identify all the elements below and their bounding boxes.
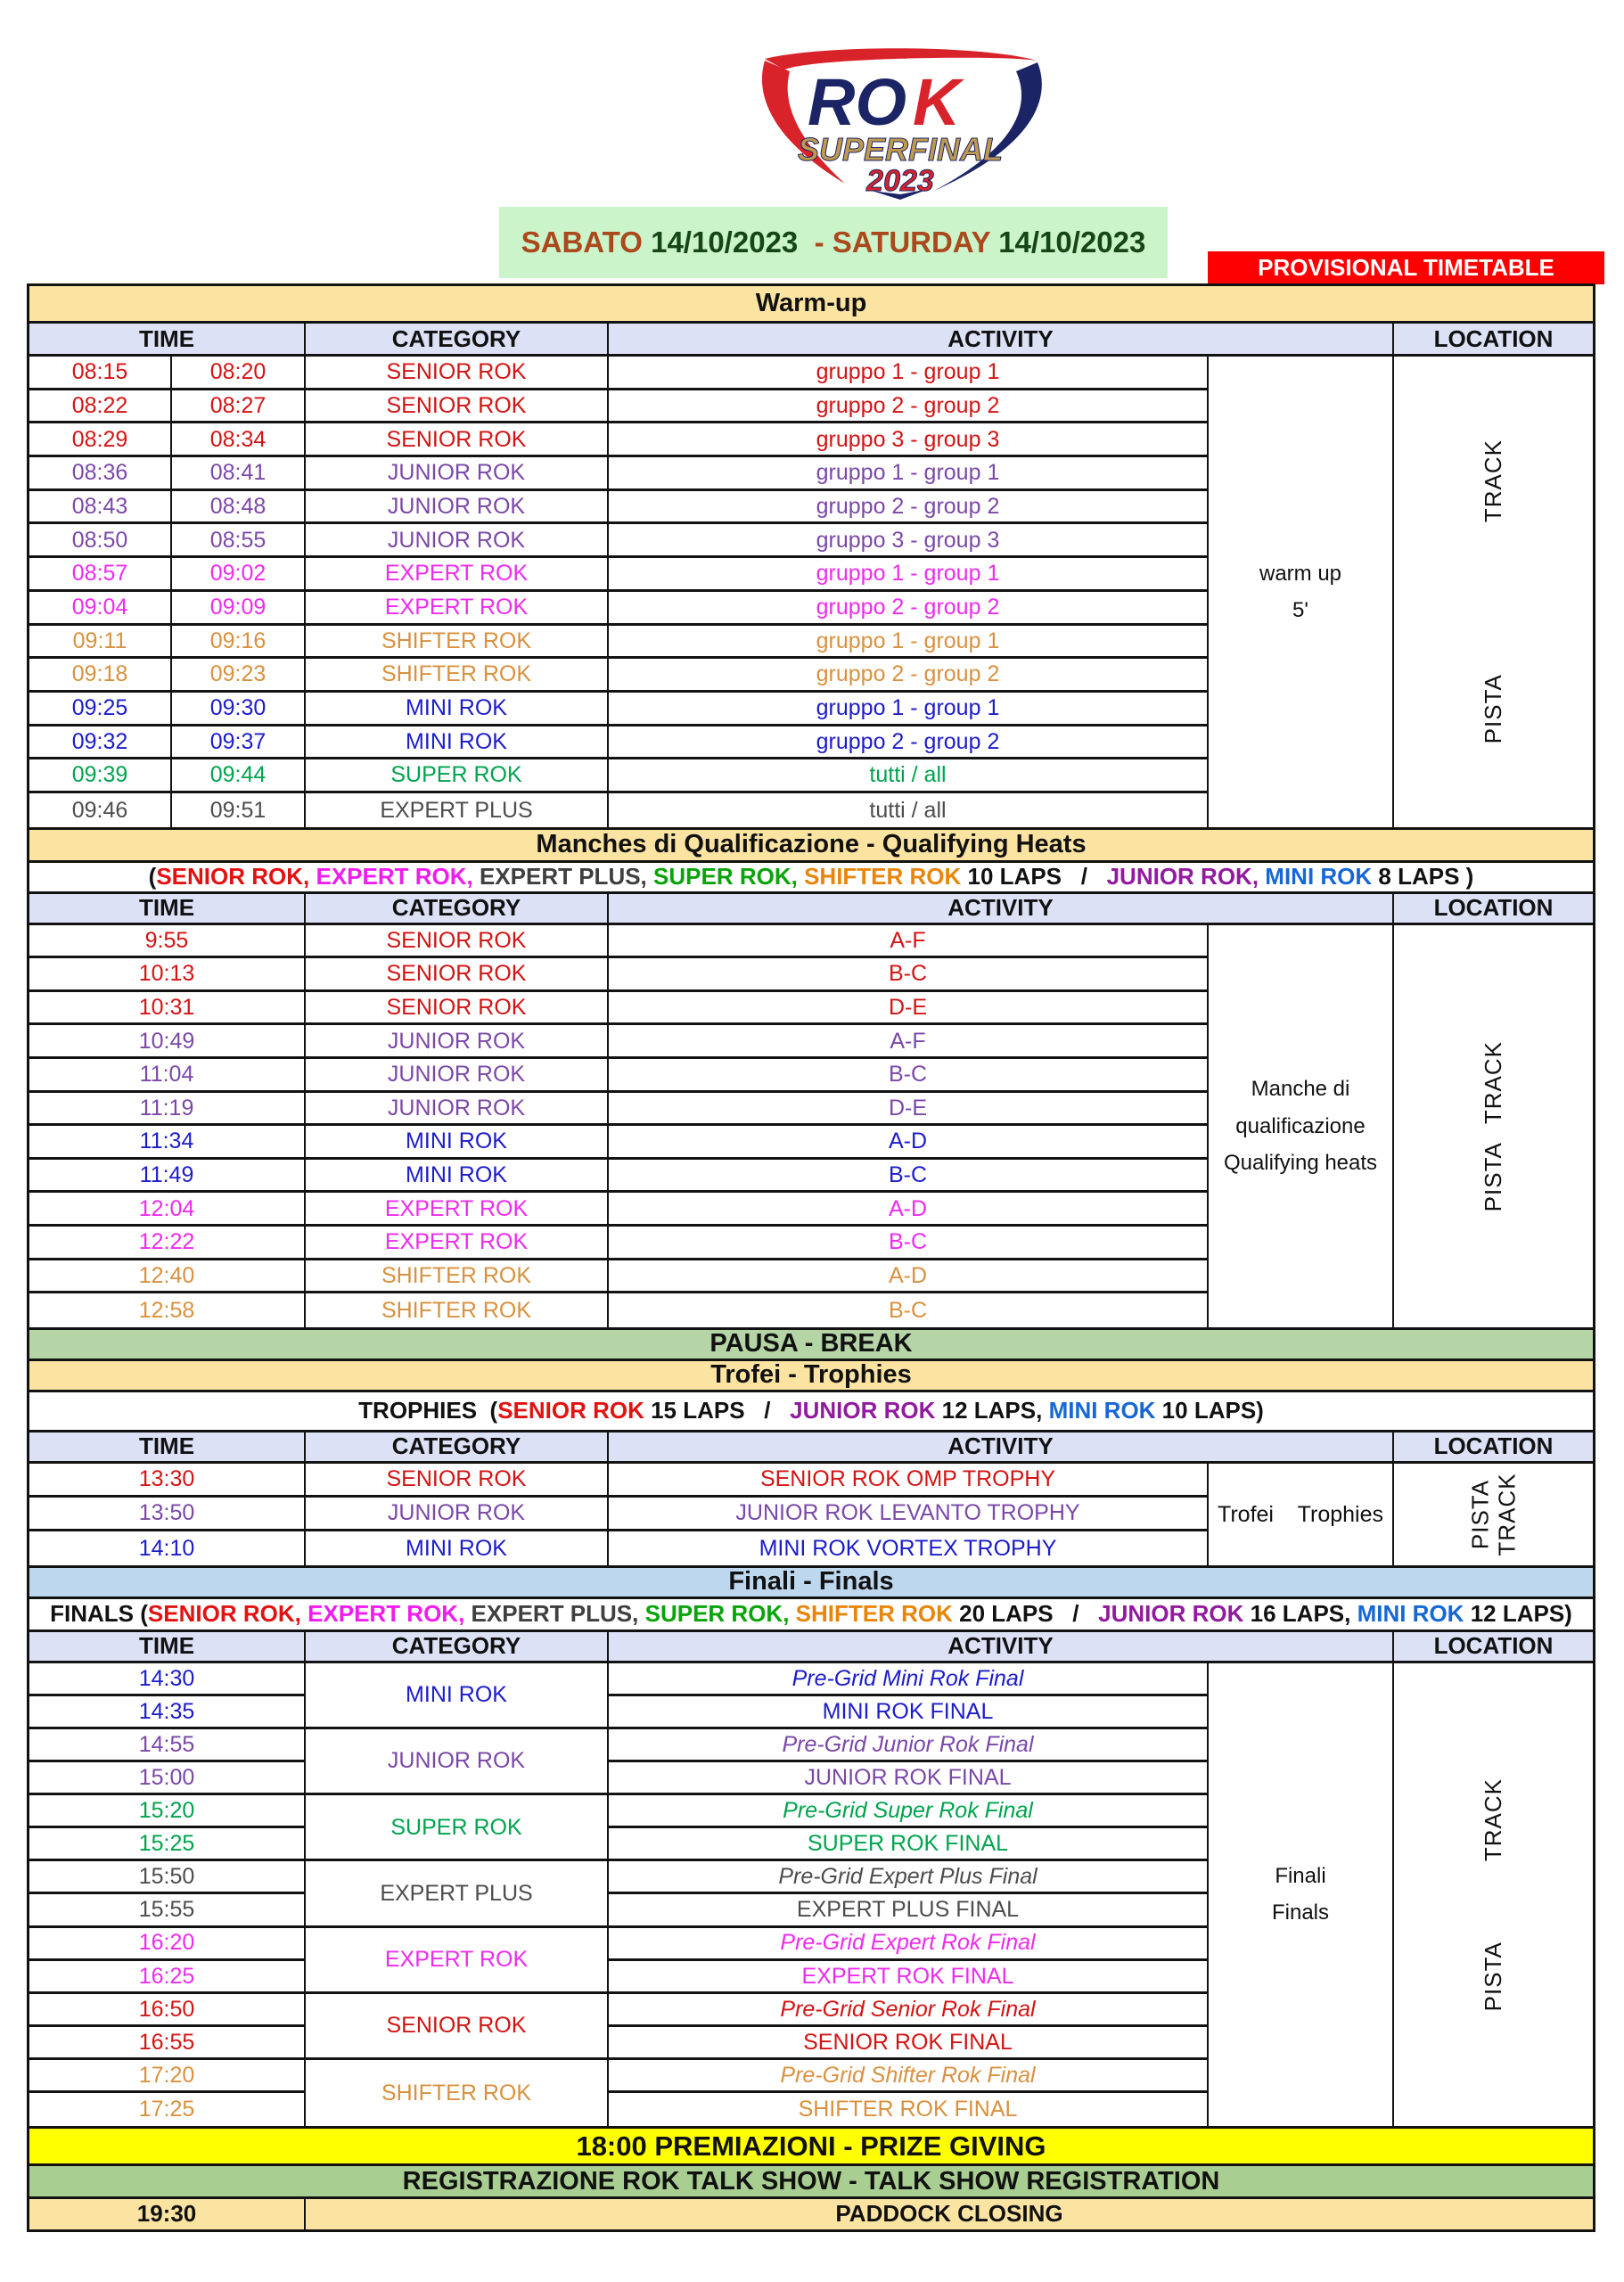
activity-cell: MINI ROK VORTEX TROPHY bbox=[609, 1531, 1209, 1565]
time-start-cell: 08:15 bbox=[29, 357, 172, 390]
finals-laps-line bbox=[27, 1597, 1595, 1632]
rotated-location-text bbox=[1481, 1041, 1505, 1211]
time-end-cell: 09:09 bbox=[172, 592, 306, 626]
text-segment bbox=[789, 1600, 795, 1628]
category-cell: SENIOR ROK bbox=[306, 1994, 609, 2060]
location-cell bbox=[1394, 1663, 1593, 2126]
qualifying-laps-line bbox=[27, 860, 1595, 894]
time-cell: 17:20 bbox=[29, 2060, 306, 2093]
category-cell: MINI ROK bbox=[306, 1126, 609, 1160]
activity-cell: B-C bbox=[609, 1160, 1209, 1194]
logo-rok-text: RO bbox=[808, 65, 906, 139]
timetable bbox=[27, 283, 1595, 2232]
time-cell: 12:40 bbox=[29, 1260, 306, 1294]
warmup-grid bbox=[27, 354, 1595, 830]
text-segment: MINI ROK bbox=[1048, 1397, 1156, 1424]
location-label: TRACK bbox=[1479, 1777, 1506, 1861]
location-label: TRACK bbox=[1479, 1040, 1506, 1124]
logo-year-text: 2023 bbox=[866, 164, 934, 198]
note-word: Trofei bbox=[1218, 1501, 1274, 1527]
text-segment: 14/10/2023 bbox=[651, 226, 799, 259]
activity-cell: EXPERT ROK FINAL bbox=[609, 1961, 1209, 1994]
category-cell: MINI ROK bbox=[306, 726, 609, 760]
time-cell: 11:49 bbox=[29, 1160, 306, 1194]
note-line: Finals bbox=[1271, 1900, 1330, 1925]
column-header-location: LOCATION bbox=[1433, 894, 1554, 922]
text-segment: 20 LAPS / bbox=[952, 1600, 1099, 1628]
text-segment: JUNIOR ROK, bbox=[1106, 863, 1259, 891]
qualifying-grid bbox=[27, 923, 1595, 1330]
text-segment: EXPERT PLUS, bbox=[479, 863, 647, 891]
text-segment: 14/10/2023 bbox=[998, 226, 1146, 259]
category-cell: SENIOR ROK bbox=[306, 992, 609, 1026]
activity-cell: SENIOR ROK OMP TROPHY bbox=[609, 1464, 1209, 1498]
time-end-cell: 08:34 bbox=[172, 423, 306, 457]
note-line: warm up bbox=[1259, 561, 1342, 586]
category-cell: SENIOR ROK bbox=[306, 390, 609, 424]
column-header-activity: ACTIVITY bbox=[609, 894, 1394, 923]
activity-cell: D-E bbox=[609, 1093, 1209, 1127]
note-cell bbox=[1209, 1464, 1394, 1565]
activity-cell: JUNIOR ROK LEVANTO TROPHY bbox=[609, 1498, 1209, 1531]
time-end-cell: 09:16 bbox=[172, 626, 306, 660]
band-talk-show: REGISTRAZIONE ROK TALK SHOW - TALK SHOW REGISTRATION bbox=[27, 2163, 1595, 2199]
column-header-time: TIME bbox=[29, 324, 306, 354]
time-start-cell: 08:57 bbox=[29, 558, 172, 592]
category-cell: EXPERT ROK bbox=[306, 592, 609, 626]
text-segment: 16 LAPS, bbox=[1243, 1600, 1357, 1628]
time-start-cell: 09:39 bbox=[29, 759, 172, 793]
category-cell: SUPER ROK bbox=[306, 759, 609, 793]
text-segment: 15 LAPS / bbox=[644, 1397, 791, 1424]
time-start-cell: 09:18 bbox=[29, 659, 172, 693]
time-cell: 15:50 bbox=[29, 1861, 306, 1894]
activity-cell: gruppo 2 - group 2 bbox=[609, 726, 1209, 760]
text-segment: SUPER ROK, bbox=[644, 1600, 790, 1628]
location-cell bbox=[1394, 1464, 1593, 1565]
time-cell: 15:25 bbox=[29, 1828, 306, 1861]
text-segment: 8 LAPS ) bbox=[1372, 863, 1474, 891]
activity-cell: gruppo 2 - group 2 bbox=[609, 592, 1209, 626]
text-segment: 12 LAPS, bbox=[935, 1397, 1049, 1424]
time-end-cell: 09:37 bbox=[172, 726, 306, 760]
category-cell: SHIFTER ROK bbox=[306, 2060, 609, 2126]
text-segment: JUNIOR ROK bbox=[790, 1397, 936, 1424]
activity-cell: gruppo 1 - group 1 bbox=[609, 693, 1209, 726]
column-header-time: TIME bbox=[29, 1432, 306, 1461]
category-cell: JUNIOR ROK bbox=[306, 1498, 609, 1531]
time-cell: 11:19 bbox=[29, 1093, 306, 1127]
text-segment: SHIFTER ROK bbox=[795, 1600, 953, 1628]
activity-cell: gruppo 2 - group 2 bbox=[609, 491, 1209, 525]
header-row-qualifying bbox=[27, 891, 1595, 925]
activity-cell: MINI ROK FINAL bbox=[609, 1696, 1209, 1729]
text-segment: SENIOR ROK, bbox=[147, 1600, 301, 1628]
trophies-grid bbox=[27, 1461, 1595, 1568]
section-band-warmup: Warm-up bbox=[27, 283, 1595, 324]
time-cell: 15:20 bbox=[29, 1795, 306, 1828]
activity-cell: Pre-Grid Shifter Rok Final bbox=[609, 2060, 1209, 2093]
activity-cell: A-D bbox=[609, 1260, 1209, 1294]
text-segment: - bbox=[798, 226, 833, 259]
activity-cell: Pre-Grid Expert Rok Final bbox=[609, 1928, 1209, 1961]
time-end-cell: 09:23 bbox=[172, 659, 306, 693]
activity-cell: A-F bbox=[609, 1025, 1209, 1059]
category-cell: SUPER ROK bbox=[306, 1795, 609, 1861]
text-segment bbox=[1259, 863, 1265, 891]
time-end-cell: 09:02 bbox=[172, 558, 306, 592]
activity-cell: SHIFTER ROK FINAL bbox=[609, 2093, 1209, 2126]
category-cell: EXPERT ROK bbox=[306, 1193, 609, 1227]
activity-cell: gruppo 3 - group 3 bbox=[609, 423, 1209, 457]
column-header-activity: ACTIVITY bbox=[609, 324, 1394, 354]
time-end-cell: 08:20 bbox=[172, 357, 306, 390]
time-cell: 13:30 bbox=[29, 1464, 306, 1498]
text-segment: EXPERT ROK, bbox=[316, 863, 473, 891]
category-cell: SENIOR ROK bbox=[306, 1464, 609, 1498]
activity-cell: gruppo 1 - group 1 bbox=[609, 457, 1209, 491]
category-cell: JUNIOR ROK bbox=[306, 1059, 609, 1093]
time-start-cell: 09:25 bbox=[29, 693, 172, 726]
time-cell: 11:04 bbox=[29, 1059, 306, 1093]
section-band-finals: Finali - Finals bbox=[27, 1565, 1595, 1599]
note-cell bbox=[1209, 357, 1394, 827]
text-segment: SHIFTER ROK bbox=[804, 863, 962, 891]
column-header-category: CATEGORY bbox=[306, 1632, 609, 1661]
time-start-cell: 08:36 bbox=[29, 457, 172, 491]
provisional-timetable-badge: PROVISIONAL TIMETABLE bbox=[1208, 251, 1604, 284]
column-header-category: CATEGORY bbox=[306, 324, 609, 354]
header-row-trophies bbox=[27, 1430, 1595, 1464]
text-segment: MINI ROK bbox=[1265, 863, 1373, 891]
text-segment bbox=[473, 863, 480, 891]
location-label: PISTA bbox=[1479, 1941, 1506, 2012]
category-cell: EXPERT PLUS bbox=[306, 793, 609, 827]
category-cell: SENIOR ROK bbox=[306, 423, 609, 457]
activity-cell: gruppo 1 - group 1 bbox=[609, 626, 1209, 660]
category-cell: JUNIOR ROK bbox=[306, 1093, 609, 1127]
time-start-cell: 08:50 bbox=[29, 524, 172, 558]
time-cell: 16:25 bbox=[29, 1961, 306, 1994]
activity-cell: Pre-Grid Junior Rok Final bbox=[609, 1729, 1209, 1762]
note-line: Qualifying heats bbox=[1223, 1150, 1378, 1175]
activity-cell: B-C bbox=[609, 1293, 1209, 1327]
rotated-location-text bbox=[1481, 439, 1505, 743]
activity-cell: tutti / all bbox=[609, 793, 1209, 827]
location-label: PISTA bbox=[1479, 1141, 1506, 1211]
text-segment: ( bbox=[148, 863, 157, 891]
time-start-cell: 09:32 bbox=[29, 726, 172, 760]
time-end-cell: 08:48 bbox=[172, 491, 306, 525]
paddock-closing-time: 19:30 bbox=[29, 2199, 306, 2229]
note-line: Manche di bbox=[1251, 1077, 1350, 1102]
time-end-cell: 09:51 bbox=[172, 793, 306, 827]
time-cell: 16:50 bbox=[29, 1994, 306, 2027]
time-cell: 9:55 bbox=[29, 925, 306, 959]
text-segment: SABATO bbox=[521, 226, 652, 259]
activity-cell: Pre-Grid Super Rok Final bbox=[609, 1795, 1209, 1828]
activity-cell: D-E bbox=[609, 992, 1209, 1026]
text-segment bbox=[647, 863, 653, 891]
note-cell bbox=[1209, 925, 1394, 1327]
text-segment bbox=[309, 863, 316, 891]
band-prize-giving: 18:00 PREMIAZIONI - PRIZE GIVING bbox=[27, 2126, 1595, 2166]
category-cell: MINI ROK bbox=[306, 1663, 609, 1729]
time-cell: 11:34 bbox=[29, 1126, 306, 1160]
activity-cell: gruppo 3 - group 3 bbox=[609, 524, 1209, 558]
category-cell: JUNIOR ROK bbox=[306, 524, 609, 558]
category-cell: SHIFTER ROK bbox=[306, 1293, 609, 1327]
time-start-cell: 09:46 bbox=[29, 793, 172, 827]
activity-cell: B-C bbox=[609, 1227, 1209, 1260]
activity-cell: gruppo 2 - group 2 bbox=[609, 390, 1209, 424]
header-row-warmup bbox=[27, 321, 1595, 357]
section-band-qualifying: Manches di Qualificazione - Qualifying Heats bbox=[27, 827, 1595, 863]
column-header-time: TIME bbox=[29, 1632, 306, 1661]
time-cell: 14:35 bbox=[29, 1696, 306, 1729]
time-start-cell: 08:22 bbox=[29, 390, 172, 424]
column-header-category: CATEGORY bbox=[306, 1432, 609, 1461]
category-cell: EXPERT ROK bbox=[306, 558, 609, 592]
activity-cell: B-C bbox=[609, 958, 1209, 992]
activity-cell: gruppo 1 - group 1 bbox=[609, 558, 1209, 592]
time-cell: 14:55 bbox=[29, 1729, 306, 1762]
activity-cell: B-C bbox=[609, 1059, 1209, 1093]
category-cell: MINI ROK bbox=[306, 1160, 609, 1194]
category-cell: MINI ROK bbox=[306, 1531, 609, 1565]
category-cell: JUNIOR ROK bbox=[306, 1729, 609, 1795]
time-cell: 10:49 bbox=[29, 1025, 306, 1059]
text-segment: EXPERT ROK, bbox=[308, 1600, 465, 1628]
time-cell: 10:31 bbox=[29, 992, 306, 1026]
section-band-pausa: PAUSA - BREAK bbox=[27, 1327, 1595, 1361]
time-cell: 12:58 bbox=[29, 1293, 306, 1327]
time-start-cell: 09:11 bbox=[29, 626, 172, 660]
activity-cell: SUPER ROK FINAL bbox=[609, 1828, 1209, 1861]
text-segment: SENIOR ROK, bbox=[156, 863, 310, 891]
time-cell: 16:20 bbox=[29, 1928, 306, 1961]
activity-cell: gruppo 1 - group 1 bbox=[609, 357, 1209, 390]
category-cell: SENIOR ROK bbox=[306, 357, 609, 390]
time-end-cell: 09:44 bbox=[172, 759, 306, 793]
rok-superfinal-logo bbox=[738, 43, 1062, 205]
activity-cell: JUNIOR ROK FINAL bbox=[609, 1762, 1209, 1795]
column-header-location: LOCATION bbox=[1433, 324, 1554, 352]
time-cell: 15:00 bbox=[29, 1762, 306, 1795]
text-segment bbox=[301, 1600, 308, 1628]
text-segment: JUNIOR ROK bbox=[1098, 1600, 1244, 1628]
activity-cell: gruppo 2 - group 2 bbox=[609, 659, 1209, 693]
text-segment bbox=[638, 1600, 644, 1628]
category-cell: SHIFTER ROK bbox=[306, 659, 609, 693]
category-cell: SHIFTER ROK bbox=[306, 626, 609, 660]
text-segment bbox=[798, 863, 804, 891]
activity-cell: EXPERT PLUS FINAL bbox=[609, 1894, 1209, 1927]
section-band-trophies: Trofei - Trophies bbox=[27, 1359, 1595, 1392]
column-header-location: LOCATION bbox=[1433, 1432, 1554, 1460]
text-segment: 12 LAPS) bbox=[1464, 1600, 1572, 1628]
text-segment bbox=[464, 1600, 471, 1628]
column-header-category: CATEGORY bbox=[306, 894, 609, 923]
activity-cell: A-F bbox=[609, 925, 1209, 959]
column-header-location: LOCATION bbox=[1433, 1632, 1554, 1660]
text-segment: 10 LAPS / bbox=[961, 863, 1107, 891]
location-label: TRACK bbox=[1493, 1473, 1521, 1556]
time-end-cell: 08:41 bbox=[172, 457, 306, 491]
rotated-location-text bbox=[1467, 1473, 1521, 1556]
time-cell: 13:50 bbox=[29, 1498, 306, 1531]
note-cell bbox=[1209, 1663, 1394, 2126]
text-segment: SATURDAY bbox=[832, 226, 999, 259]
time-cell: 16:55 bbox=[29, 2027, 306, 2060]
text-segment: SENIOR ROK bbox=[497, 1397, 644, 1424]
category-cell: JUNIOR ROK bbox=[306, 1025, 609, 1059]
paddock-closing-label: PADDOCK CLOSING bbox=[306, 2199, 1593, 2229]
category-cell: SHIFTER ROK bbox=[306, 1260, 609, 1294]
activity-cell: A-D bbox=[609, 1126, 1209, 1160]
paddock-closing-row bbox=[27, 2196, 1595, 2232]
activity-cell: Pre-Grid Senior Rok Final bbox=[609, 1994, 1209, 2027]
activity-cell: A-D bbox=[609, 1193, 1209, 1227]
category-cell: JUNIOR ROK bbox=[306, 491, 609, 525]
header-row-finals bbox=[27, 1629, 1595, 1663]
text-segment: EXPERT PLUS, bbox=[471, 1600, 639, 1628]
time-end-cell: 09:30 bbox=[172, 693, 306, 726]
time-cell: 12:22 bbox=[29, 1227, 306, 1260]
column-header-activity: ACTIVITY bbox=[609, 1432, 1394, 1461]
note-line: Finali bbox=[1275, 1864, 1326, 1889]
note-line: qualificazione bbox=[1235, 1113, 1366, 1138]
location-label: PISTA bbox=[1466, 1479, 1494, 1549]
date-title-band bbox=[499, 207, 1168, 278]
finals-grid bbox=[27, 1661, 1595, 2129]
text-segment: MINI ROK bbox=[1357, 1600, 1464, 1628]
text-segment: TROPHIES ( bbox=[358, 1397, 498, 1424]
time-end-cell: 08:27 bbox=[172, 390, 306, 424]
time-start-cell: 08:29 bbox=[29, 423, 172, 457]
text-segment: FINALS ( bbox=[50, 1600, 148, 1628]
note-word: Trophies bbox=[1297, 1501, 1383, 1527]
logo-k-text: K bbox=[913, 65, 961, 139]
activity-cell: Pre-Grid Expert Plus Final bbox=[609, 1861, 1209, 1894]
category-cell: SENIOR ROK bbox=[306, 958, 609, 992]
time-cell: 12:04 bbox=[29, 1193, 306, 1227]
time-cell: 15:55 bbox=[29, 1894, 306, 1927]
note-line: 5' bbox=[1292, 597, 1308, 622]
location-cell bbox=[1394, 925, 1593, 1327]
category-cell: JUNIOR ROK bbox=[306, 457, 609, 491]
time-start-cell: 09:04 bbox=[29, 592, 172, 626]
text-segment: SUPER ROK, bbox=[653, 863, 798, 891]
time-cell: 17:25 bbox=[29, 2093, 306, 2126]
location-label: TRACK bbox=[1479, 439, 1506, 523]
column-header-activity: ACTIVITY bbox=[609, 1632, 1394, 1661]
trophies-laps-line bbox=[27, 1390, 1595, 1432]
category-cell: EXPERT ROK bbox=[306, 1928, 609, 1994]
text-segment: 10 LAPS) bbox=[1155, 1397, 1264, 1424]
category-cell: EXPERT PLUS bbox=[306, 1861, 609, 1927]
activity-cell: SENIOR ROK FINAL bbox=[609, 2027, 1209, 2060]
time-cell: 14:30 bbox=[29, 1663, 306, 1696]
time-cell: 10:13 bbox=[29, 958, 306, 992]
rotated-location-text bbox=[1481, 1778, 1505, 2011]
activity-cell: tutti / all bbox=[609, 759, 1209, 793]
category-cell: EXPERT ROK bbox=[306, 1227, 609, 1260]
column-header-time: TIME bbox=[29, 894, 306, 923]
category-cell: MINI ROK bbox=[306, 693, 609, 726]
category-cell: SENIOR ROK bbox=[306, 925, 609, 959]
time-cell: 14:10 bbox=[29, 1531, 306, 1565]
logo-superfinal-text: SUPERFINAL bbox=[797, 131, 1004, 168]
time-start-cell: 08:43 bbox=[29, 491, 172, 525]
time-end-cell: 08:55 bbox=[172, 524, 306, 558]
activity-cell: Pre-Grid Mini Rok Final bbox=[609, 1663, 1209, 1696]
location-cell bbox=[1394, 357, 1593, 827]
location-label: PISTA bbox=[1479, 674, 1506, 744]
